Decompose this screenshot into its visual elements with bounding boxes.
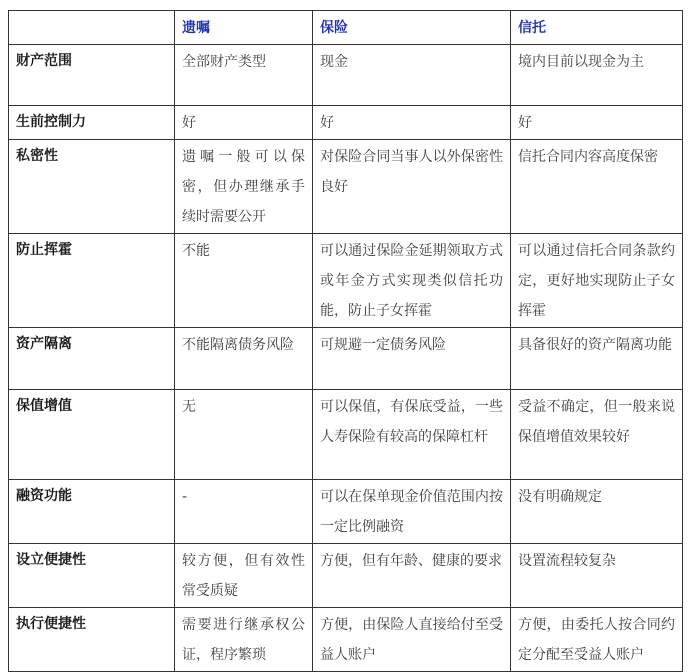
table-row <box>9 390 683 480</box>
table-cell: 全部财产类型 <box>175 45 313 106</box>
table-cell: 可以保值，有保底受益，一些人寿保险有较高的保障杠杆 <box>313 390 511 480</box>
estate-tools-comparison-table <box>8 10 683 672</box>
table-row <box>9 544 683 608</box>
row-label: 执行便捷性 <box>9 608 175 672</box>
column-header <box>9 11 175 45</box>
table-cell: 好 <box>313 106 511 140</box>
table-cell: 信托合同内容高度保密 <box>511 140 683 234</box>
table-cell: 方便，由保险人直接给付至受益人账户 <box>313 608 511 672</box>
table-cell: 需要进行继承权公证，程序繁琐 <box>175 608 313 672</box>
column-header: 信托 <box>511 11 683 45</box>
row-label: 防止挥霍 <box>9 234 175 328</box>
table-cell: 不能隔离债务风险 <box>175 328 313 390</box>
table-row <box>9 234 683 328</box>
table-header <box>9 11 683 45</box>
table-cell: 无 <box>175 390 313 480</box>
table-cell: 设置流程较复杂 <box>511 544 683 608</box>
table-cell: 好 <box>175 106 313 140</box>
table-cell: 现金 <box>313 45 511 106</box>
row-label: 融资功能 <box>9 480 175 544</box>
row-label: 设立便捷性 <box>9 544 175 608</box>
header-row <box>9 11 683 45</box>
row-label: 私密性 <box>9 140 175 234</box>
table-row <box>9 608 683 672</box>
table-row <box>9 140 683 234</box>
table-cell: 可规避一定债务风险 <box>313 328 511 390</box>
table-cell: 对保险合同当事人以外保密性良好 <box>313 140 511 234</box>
table-cell: 具备很好的资产隔离功能 <box>511 328 683 390</box>
table-cell: 较方便，但有效性常受质疑 <box>175 544 313 608</box>
table-cell: 遗嘱一般可以保密，但办理继承手续时需要公开 <box>175 140 313 234</box>
table-row <box>9 45 683 106</box>
table-body <box>9 45 683 672</box>
row-label: 保值增值 <box>9 390 175 480</box>
table-cell: 方便，由委托人按合同约定分配至受益人账户 <box>511 608 683 672</box>
row-label: 生前控制力 <box>9 106 175 140</box>
table-cell: 可以在保单现金价值范围内按一定比例融资 <box>313 480 511 544</box>
row-label: 财产范围 <box>9 45 175 106</box>
table-row <box>9 328 683 390</box>
row-label: 资产隔离 <box>9 328 175 390</box>
table-row <box>9 106 683 140</box>
table-cell: 好 <box>511 106 683 140</box>
table-cell: 不能 <box>175 234 313 328</box>
column-header: 遗嘱 <box>175 11 313 45</box>
table-cell: 受益不确定，但一般来说保值增值效果较好 <box>511 390 683 480</box>
table-cell: 方便，但有年龄、健康的要求 <box>313 544 511 608</box>
column-header: 保险 <box>313 11 511 45</box>
table-cell: 没有明确规定 <box>511 480 683 544</box>
table-cell: 可以通过信托合同条款约定，更好地实现防止子女挥霍 <box>511 234 683 328</box>
table-cell: 可以通过保险金延期领取方式或年金方式实现类似信托功能，防止子女挥霍 <box>313 234 511 328</box>
table-row <box>9 480 683 544</box>
table-cell: - <box>175 480 313 544</box>
table-cell: 境内目前以现金为主 <box>511 45 683 106</box>
